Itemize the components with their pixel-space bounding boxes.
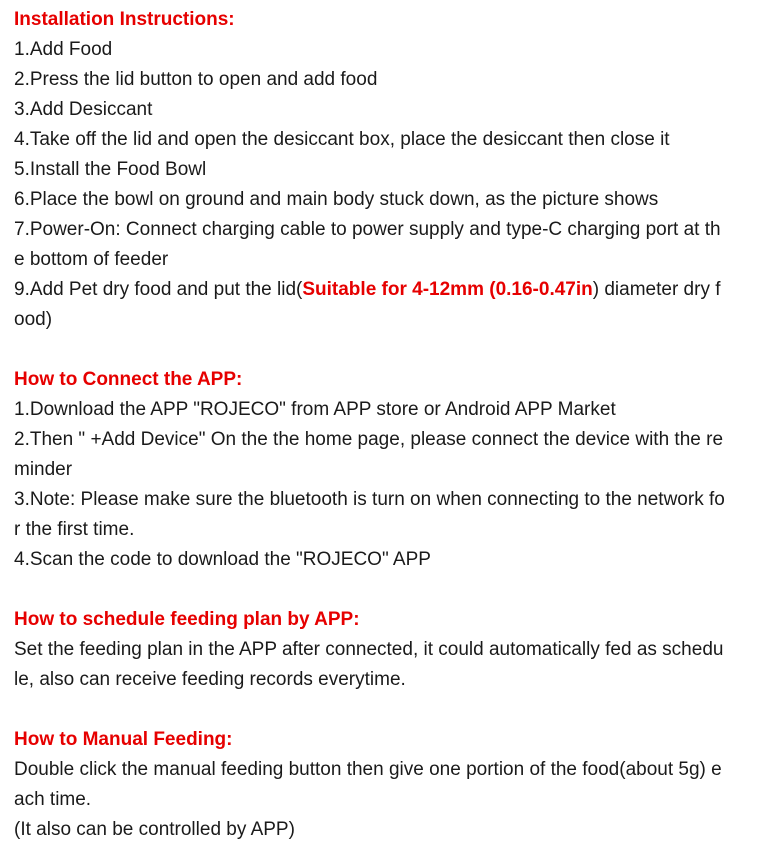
manual-note: (It also can be controlled by APP) — [14, 819, 295, 840]
manual-section — [14, 725, 771, 845]
schedule-text: Set the feeding plan in the APP after connected, it could automatically fed as schedu — [14, 639, 724, 660]
connect-app-step: 3.Note: Please make sure the bluetooth is turn on when connecting to the network fo — [14, 489, 725, 510]
connect-app-section — [14, 365, 771, 575]
installation-step: 5.Install the Food Bowl — [14, 159, 207, 180]
installation-heading: Installation Instructions: — [14, 9, 235, 30]
step-9-suffix: ) diameter dry f — [592, 279, 721, 300]
connect-app-heading: How to Connect the APP: — [14, 369, 243, 390]
connect-app-step: 1.Download the APP "ROJECO" from APP store or Android APP Market — [14, 399, 616, 420]
schedule-section — [14, 605, 771, 695]
installation-step: 2.Press the lid button to open and add food — [14, 69, 378, 90]
installation-step: 3.Add Desiccant — [14, 99, 153, 120]
installation-step: 7.Power-On: Connect charging cable to power supply and type-C charging port at th — [14, 219, 721, 240]
manual-heading: How to Manual Feeding: — [14, 729, 233, 750]
connect-app-step-wrap: r the first time. — [14, 519, 135, 540]
installation-step: 1.Add Food — [14, 39, 113, 60]
installation-section — [14, 5, 771, 335]
manual-text: Double click the manual feeding button then give one portion of the food(about 5g) e — [14, 759, 722, 780]
installation-step: 6.Place the bowl on ground and main body stuck down, as the picture shows — [14, 189, 659, 210]
connect-app-step-wrap: minder — [14, 459, 73, 480]
connect-app-step: 2.Then " +Add Device" On the the home page, please connect the device with the re — [14, 429, 724, 450]
installation-step-wrap: ood) — [14, 309, 53, 330]
food-size-highlight: Suitable for 4-12mm (0.16-0.47in — [302, 279, 593, 300]
step-9-prefix: 9.Add Pet dry food and put the lid( — [14, 279, 303, 300]
installation-step-wrap: e bottom of feeder — [14, 249, 169, 270]
installation-step: 4.Take off the lid and open the desiccant box, place the desiccant then close it — [14, 129, 670, 150]
connect-app-step: 4.Scan the code to download the "ROJECO" APP — [14, 549, 431, 570]
schedule-text-wrap: le, also can receive feeding records everytime. — [14, 669, 406, 690]
manual-text-wrap: ach time. — [14, 789, 92, 810]
installation-step-9 — [14, 275, 771, 305]
schedule-heading: How to schedule feeding plan by APP: — [14, 609, 360, 630]
